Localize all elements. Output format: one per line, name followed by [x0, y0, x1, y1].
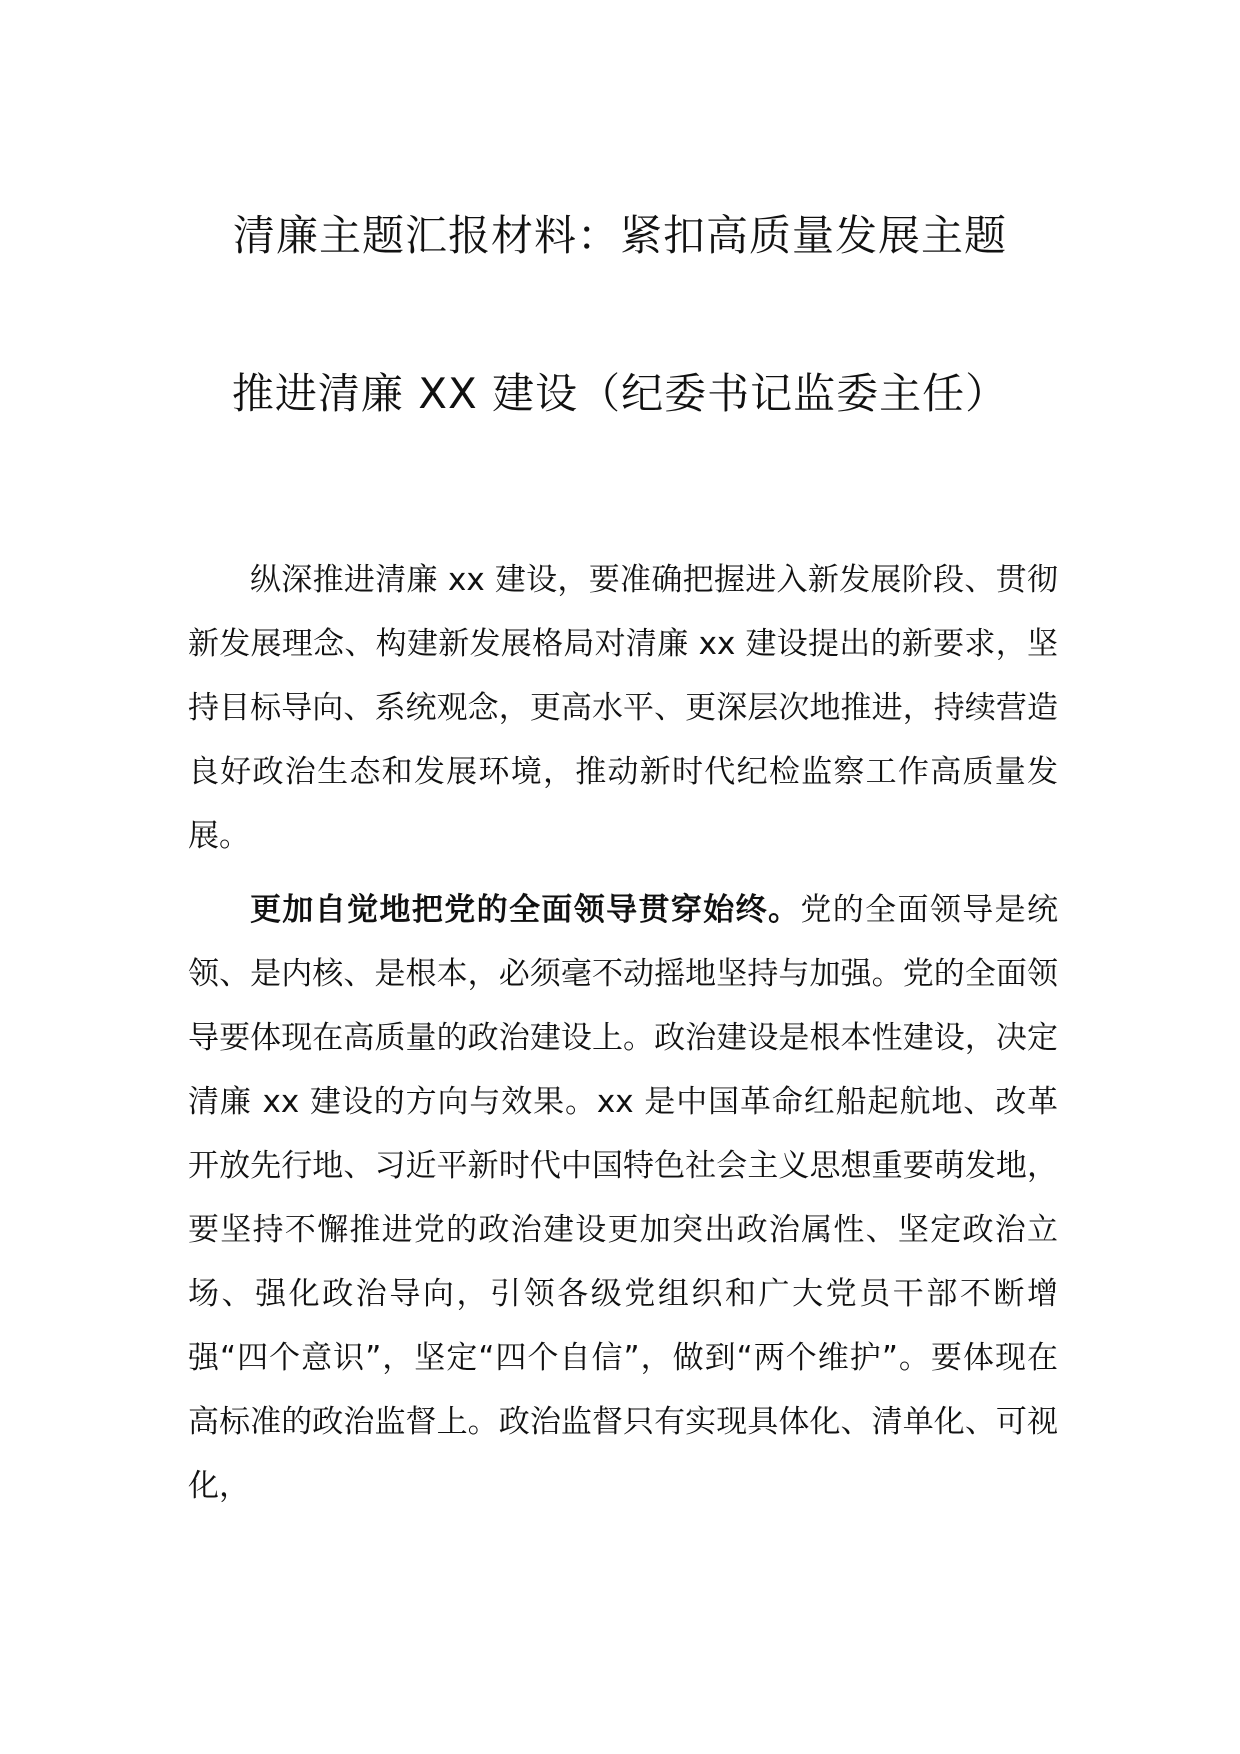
paragraph-party-leadership	[188, 878, 1058, 1518]
document-title-line-1: 清廉主题汇报材料：紧扣高质量发展主题	[232, 211, 1007, 260]
paragraph-intro-text: 纵深推进清廉 xx 建设，要准确把握进入新发展阶段、贯彻新发展理念、构建新发展格局对清廉 xx 建设提出的新要求，坚持目标导向、系统观念，更高水平、更深层次地推进，持续营造良好政治生态和发展环境，推动新时代纪检监察工作高质量发展。	[188, 562, 1058, 854]
paragraph-lead-heading: 更加自觉地把党的全面领导贯穿始终。	[250, 892, 801, 928]
document-title-line-2: 推进清廉 XX 建设（纪委书记监委主任）	[231, 369, 1009, 418]
paragraph-party-leadership-text: 党的全面领导是统领、是内核、是根本，必须毫不动摇地坚持与加强。党的全面领导要体现在高质量的政治建设上。政治建设是根本性建设，决定清廉 xx 建设的方向与效果。xx 是中国革命红船起航地、改革开放先行地、习近平新时代中国特色社会主义思想重要萌发地，要坚持不懈推进党的政治建设更加突出政治属性、坚定政治立场、强化政治导向，引领各级党组织和广大党员干部不断增强“四个意识”，坚定“四个自信”，做到“两个维护”。要体现在高标准的政治监督上。政治监督只有实现具体化、清单化、可视化，	[188, 892, 1058, 1504]
paragraph-intro	[188, 548, 1058, 868]
document-body	[188, 548, 1058, 1518]
